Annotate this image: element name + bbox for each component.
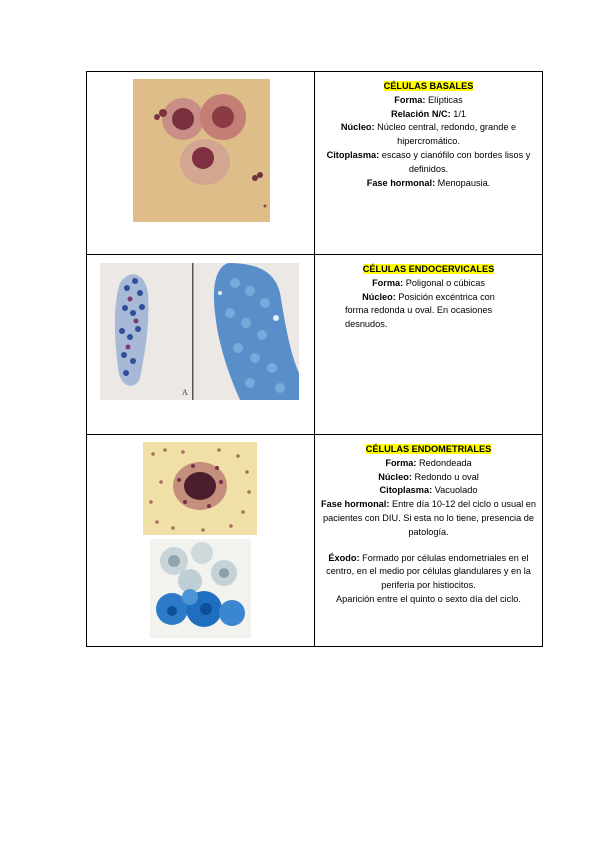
field-value: desnudos. [345,319,388,330]
field-value: forma redonda u oval. En ocasiones [345,305,493,316]
basal-title: CÉLULAS BASALES [383,81,474,91]
image-caption: A [182,388,188,397]
basal-description-cell: CÉLULAS BASALES Forma: Elípticas Relación N/C: 1/1 Núcleo: Núcleo central, redondo, grande e hipercromático. Citoplasma: escaso y cianófilo con bordes lisos y definidos. Fase hormonal: Menopausia. [315,72,543,255]
endometrial-image-cell [87,435,315,647]
endometrial-histiocytes-micrograph [150,539,251,638]
field-label: Éxodo [328,552,357,563]
field-value: Aparición entre el quinto o sexto día del ciclo. [336,593,521,604]
field-label: Núcleo [362,291,393,302]
endometrial-description-cell: CÉLULAS ENDOMETRIALES Forma: Redondeada Núcleo: Redondo u oval Citoplasma: Vacuolado Fase hormonal: Entre día 10-12 del ciclo o usual en pacientes con DIU. Si esta no lo tiene, presencia de patología. Éxodo: Formado por células endometriales en el centro, en el medio por células glandulares y en la periferia por histiocitos. Aparición entre el quinto o sexto día del ciclo. [315,435,543,647]
table-row [87,255,543,435]
endocervical-cells-micrograph [100,263,299,400]
field-value: Formado por células endometriales en el centro, en el medio por células glandulares y en la periferia por histiocitos. [326,552,531,591]
field-value: 1/1 [450,108,467,119]
table-row [87,435,543,647]
field-value: Elípticas [425,94,463,105]
field-label: Forma [394,94,423,105]
field-value: Menopausia. [435,177,491,188]
table-row [87,72,543,255]
field-label: Citoplasma [379,485,430,496]
endometrial-cluster-micrograph [143,442,257,535]
field-value: Vacuolado [432,485,478,496]
field-value: Poligonal o cúbicas [403,277,485,288]
field-value: Entre día 10-12 del ciclo o usual en pacientes con DIU. Si esta no lo tiene, presencia de patología. [323,499,537,537]
basal-image-cell [87,72,315,255]
field-label: Relación N/C [390,108,448,119]
field-value: Redondeada [416,457,472,468]
field-value: Redondo u oval [411,471,479,482]
endocervical-title: CÉLULAS ENDOCERVICALES [362,264,495,274]
endocervical-image-cell [87,255,315,435]
field-value: Núcleo central, redondo, grande e hipercromático. [374,122,517,147]
endocervical-description-cell: CÉLULAS ENDOCERVICALES Forma: Poligonal o cúbicas Núcleo: Posición excéntrica con forma redonda u oval. En ocasiones desnudos. [315,255,543,435]
basal-cells-micrograph [133,79,270,222]
field-label: Fase hormonal [366,177,433,188]
field-value: escaso y cianófilo con bordes lisos y definidos. [379,149,531,174]
field-label: Forma [372,277,401,288]
cell-types-table [86,71,543,647]
field-value: Posición excéntrica con [395,291,495,302]
field-label: Citoplasma [326,149,377,160]
field-label: Fase hormonal [321,499,387,510]
field-label: Forma [385,457,414,468]
field-label: Núcleo [340,122,372,133]
field-label: Núcleo [378,471,409,482]
endometrial-title: CÉLULAS ENDOMETRIALES [365,444,492,454]
